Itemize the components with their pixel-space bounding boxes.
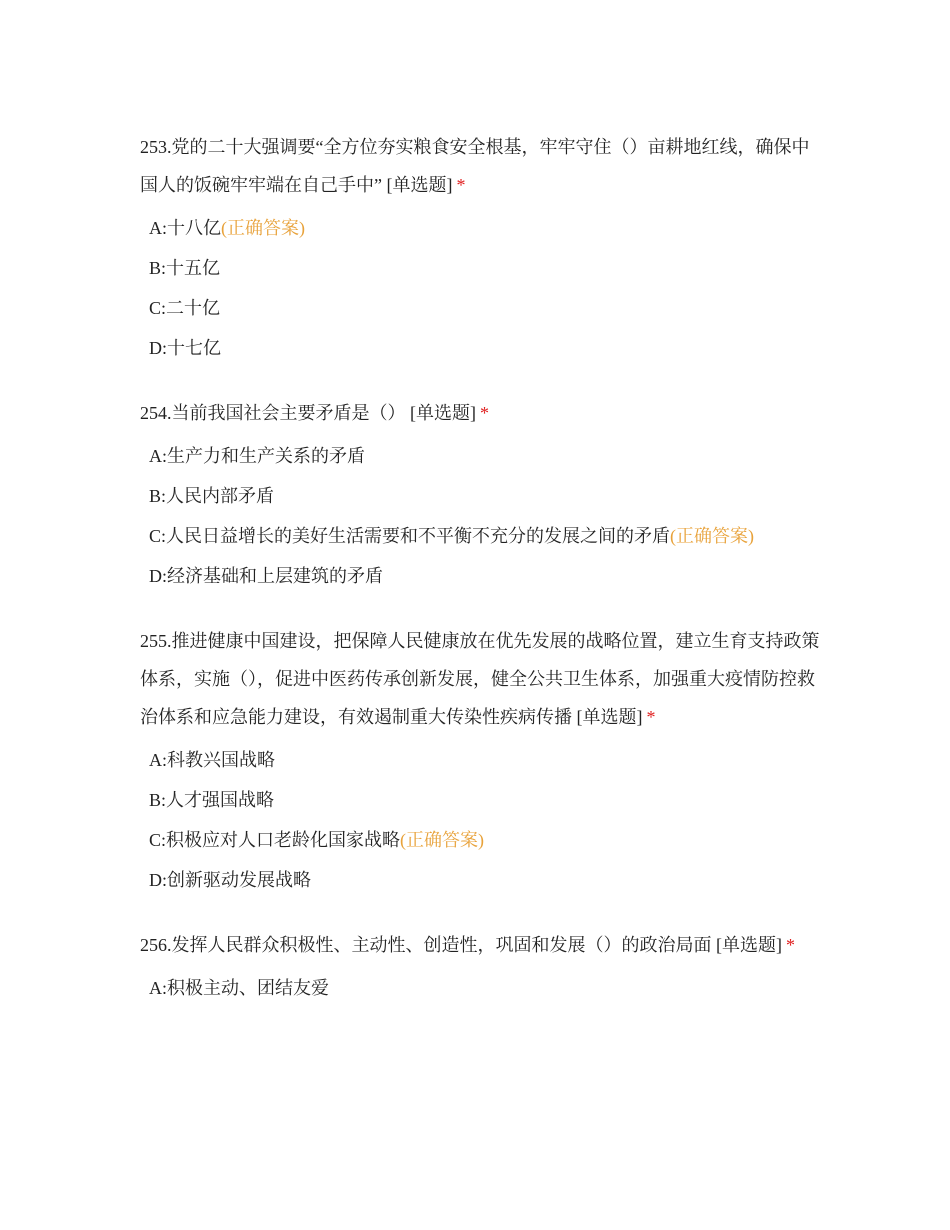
option-d[interactable]: D:经济基础和上层建筑的矛盾 [149, 566, 383, 586]
option-b[interactable]: B:十五亿 [149, 258, 221, 278]
correct-answer-tag: (正确答案) [221, 218, 305, 238]
option-d[interactable]: D:十七亿 [149, 338, 221, 358]
option-c[interactable]: C:积极应对人口老龄化国家战略(正确答案) [149, 830, 485, 850]
option-a[interactable]: A:十八亿(正确答案) [149, 218, 305, 238]
option-c[interactable]: C:二十亿 [149, 298, 221, 318]
question-title: 254.当前我国社会主要矛盾是（） [单选题] * [140, 403, 489, 423]
option-d[interactable]: D:创新驱动发展战略 [149, 870, 311, 890]
question-256 [140, 926, 820, 1008]
question-253 [140, 128, 820, 368]
question-title: 255.推进健康中国建设，把保障人民健康放在优先发展的战略位置，建立生育支持政策体系，实施（），促进中医药传承创新发展，健全公共卫生体系，加强重大疫情防控救治体系和应急能力建设，有效遏制重大传染性疾病传播 [单选题] * [140, 631, 820, 727]
option-c[interactable]: C:人民日益增长的美好生活需要和不平衡不充分的发展之间的矛盾(正确答案) [149, 526, 755, 546]
correct-answer-tag: (正确答案) [400, 830, 485, 850]
question-255 [140, 622, 820, 900]
option-a[interactable]: A:积极主动、团结友爱 [149, 978, 329, 998]
required-mark: * [456, 175, 466, 195]
required-mark: * [786, 935, 795, 955]
option-b[interactable]: B:人才强国战略 [149, 790, 275, 810]
option-b[interactable]: B:人民内部矛盾 [149, 486, 275, 506]
option-a[interactable]: A:生产力和生产关系的矛盾 [149, 446, 365, 466]
question-title: 256.发挥人民群众积极性、主动性、创造性，巩固和发展（）的政治局面 [单选题] * [140, 935, 795, 955]
correct-answer-tag: (正确答案) [670, 526, 755, 546]
quiz-document [140, 128, 820, 1034]
question-254 [140, 394, 820, 596]
question-title: 253.党的二十大强调要“全方位夯实粮食安全根基，牢牢守住（）亩耕地红线，确保中国人的饭碗牢牢端在自己手中” [单选题] * [140, 137, 810, 195]
required-mark: * [480, 403, 489, 423]
required-mark: * [646, 707, 656, 727]
option-a[interactable]: A:科教兴国战略 [149, 750, 275, 770]
